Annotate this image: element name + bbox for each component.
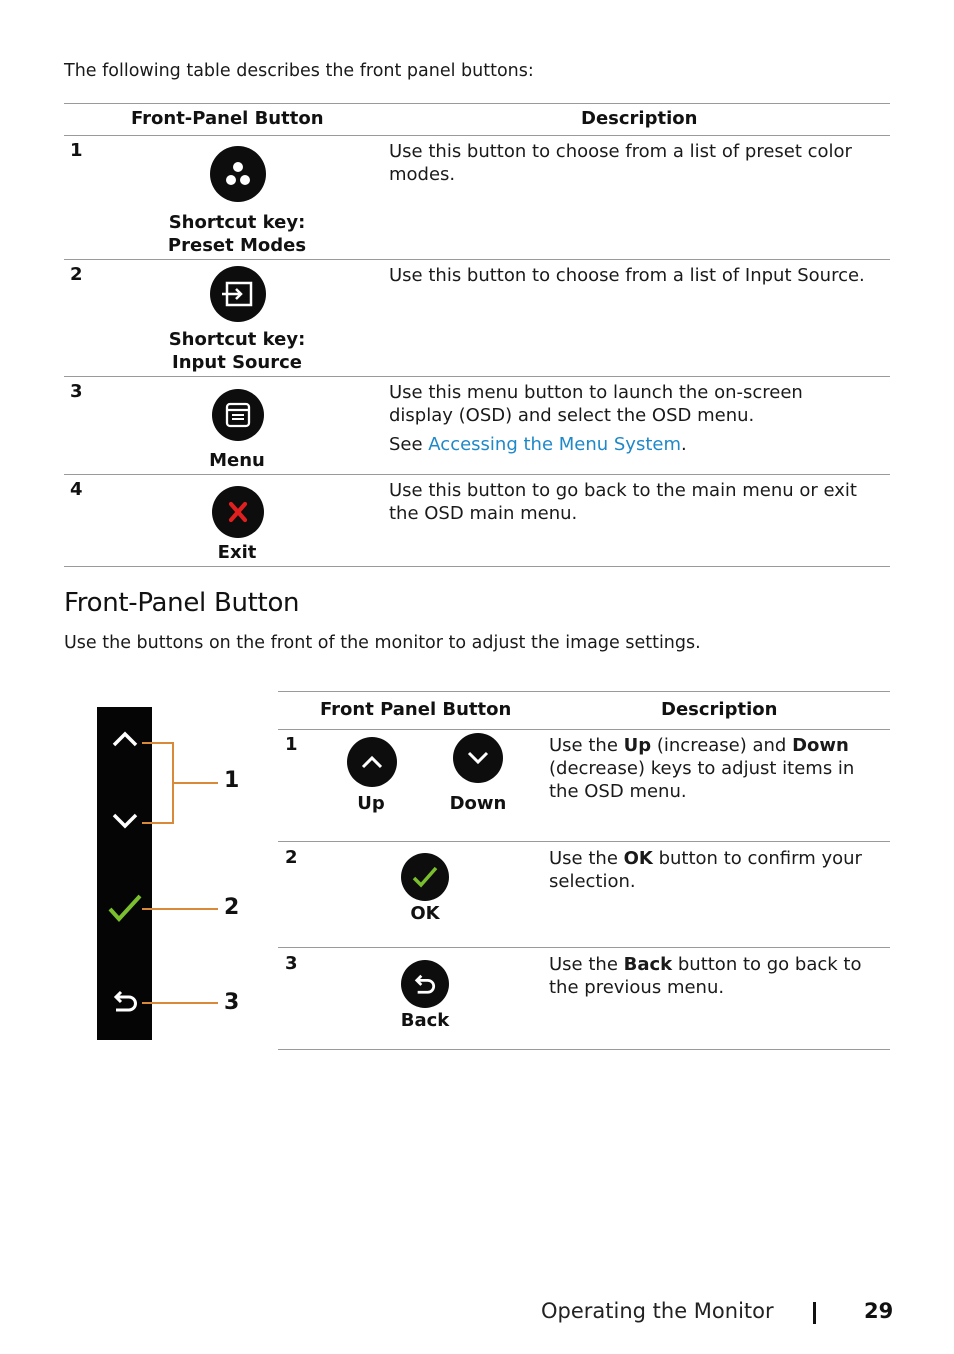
down-button[interactable] <box>453 733 503 783</box>
section-title: Front-Panel Button <box>64 588 300 618</box>
table-rule <box>64 474 890 475</box>
up-button[interactable] <box>347 737 397 787</box>
callout-number: 3 <box>224 990 240 1015</box>
back-caption: Back <box>400 1010 450 1031</box>
row-description: Use this button to choose from a list of preset color modes. <box>389 141 852 185</box>
row-number: 3 <box>285 953 298 974</box>
table-rule <box>64 376 890 377</box>
row-description: Use this button to choose from a list of Input Source. <box>389 265 865 286</box>
page-number: 29 <box>864 1299 894 1323</box>
table-header-description: Description <box>661 699 778 720</box>
button-caption: Exit <box>217 542 257 563</box>
back-button[interactable] <box>401 960 449 1008</box>
row-description: Use this button to go back to the main menu or exit the OSD main menu. <box>389 480 857 524</box>
row-description: Use this menu button to launch the on-screen display (OSD) and select the OSD menu. <box>389 382 803 426</box>
accessing-menu-link[interactable]: Accessing the Menu System <box>428 434 681 455</box>
menu-icon <box>225 402 251 428</box>
down-arrow-icon <box>111 811 139 831</box>
table-rule <box>278 729 890 730</box>
row-number: 1 <box>70 140 83 161</box>
row-number: 2 <box>285 847 298 868</box>
see-also: See Accessing the Menu System. <box>389 434 687 455</box>
callout-number: 2 <box>224 895 240 920</box>
button-caption: Shortcut key: Preset Modes <box>167 212 307 256</box>
table-rule <box>278 947 890 948</box>
table-header-description: Description <box>581 108 698 129</box>
back-icon <box>111 989 139 1013</box>
preset-modes-button[interactable] <box>210 146 266 202</box>
preset-modes-icon <box>223 160 253 188</box>
section-intro: Use the buttons on the front of the monitor to adjust the image settings. <box>64 633 701 653</box>
callout-lines <box>140 735 220 1010</box>
row-description: Use the Up (increase) and Down (decrease) keys to adjust items in the OSD menu. <box>549 735 855 802</box>
ok-caption: OK <box>410 903 440 924</box>
table-rule <box>64 103 890 104</box>
table-rule <box>64 566 890 567</box>
button-caption: Shortcut key: Input Source <box>168 329 306 373</box>
table-rule <box>278 1049 890 1050</box>
up-arrow-icon <box>360 754 384 770</box>
row-number: 4 <box>70 479 83 500</box>
intro-text: The following table describes the front panel buttons: <box>64 61 534 81</box>
row-description: Use the OK button to confirm your selection. <box>549 848 862 892</box>
table-rule <box>64 259 890 260</box>
menu-button[interactable] <box>212 389 264 441</box>
back-icon <box>412 973 438 995</box>
row-number: 3 <box>70 381 83 402</box>
exit-button[interactable] <box>212 486 264 538</box>
check-icon <box>411 865 439 889</box>
input-source-button[interactable] <box>210 266 266 322</box>
check-icon <box>107 893 143 923</box>
up-arrow-icon <box>111 729 139 749</box>
input-source-icon <box>221 280 255 308</box>
table-header-button: Front Panel Button <box>320 699 512 720</box>
footer-section-name: Operating the Monitor <box>541 1299 774 1323</box>
table-rule <box>64 135 890 136</box>
exit-icon <box>225 499 251 525</box>
table-rule <box>278 841 890 842</box>
down-arrow-icon <box>466 750 490 766</box>
button-caption: Menu <box>209 450 265 471</box>
down-caption: Down <box>449 793 507 814</box>
footer-divider <box>813 1302 816 1324</box>
table-rule <box>278 691 890 692</box>
callout-number: 1 <box>224 768 240 793</box>
row-description: Use the Back button to go back to the previous menu. <box>549 954 862 998</box>
table-header-button: Front-Panel Button <box>131 108 324 129</box>
up-caption: Up <box>357 793 385 814</box>
ok-button[interactable] <box>401 853 449 901</box>
row-number: 1 <box>285 734 298 755</box>
row-number: 2 <box>70 264 83 285</box>
